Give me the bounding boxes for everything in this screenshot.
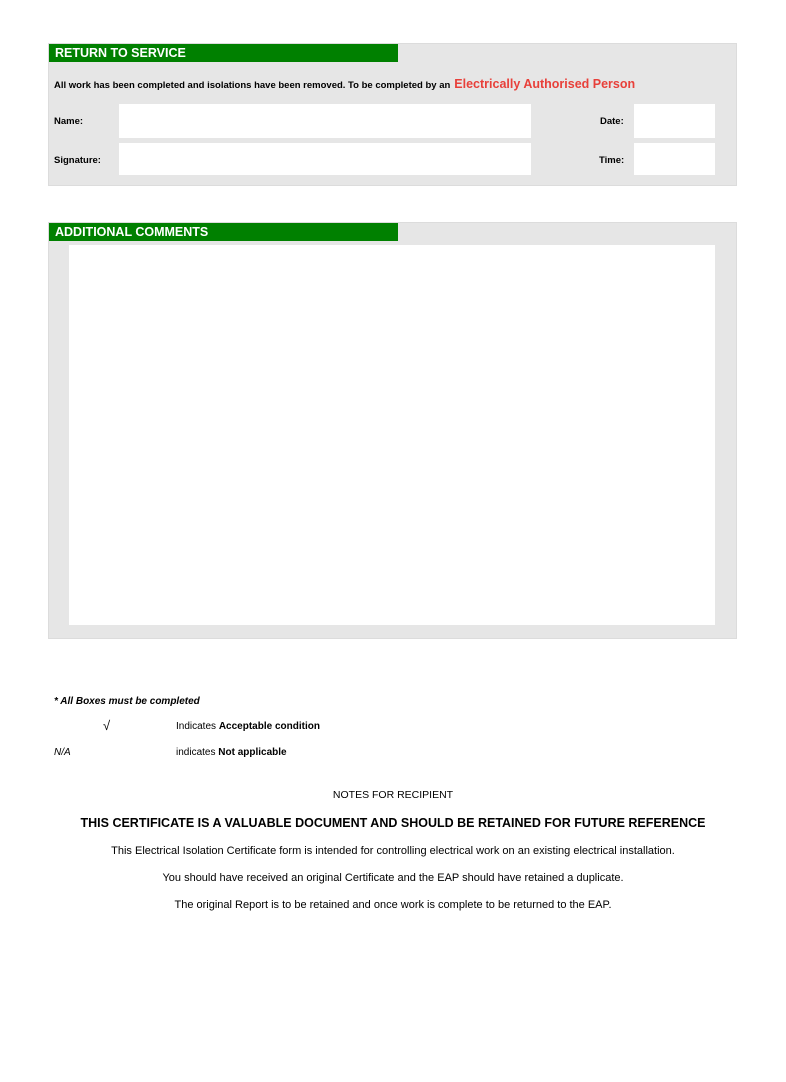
- comments-textarea[interactable]: [69, 245, 715, 625]
- signature-label: Signature:: [54, 155, 101, 166]
- date-field[interactable]: [634, 104, 715, 138]
- all-boxes-note: * All Boxes must be completed: [54, 696, 200, 707]
- description-text: All work has been completed and isolations have been removed. To be completed by an: [54, 80, 451, 91]
- tick-legend: [176, 721, 320, 732]
- additional-comments-header: ADDITIONAL COMMENTS: [49, 223, 398, 241]
- time-field[interactable]: [634, 143, 715, 175]
- na-legend-bold: Not applicable: [218, 747, 287, 758]
- name-field[interactable]: [119, 104, 531, 138]
- date-label: Date:: [600, 116, 624, 127]
- notes-line-1: This Electrical Isolation Certificate form is intended for controlling electrical work on an existing electrical installation.: [111, 845, 675, 857]
- tick-legend-bold: Acceptable condition: [218, 721, 320, 732]
- authorised-person-text: Electrically Authorised Person: [454, 77, 636, 91]
- return-to-service-header: RETURN TO SERVICE: [49, 44, 398, 62]
- notes-heading: NOTES FOR RECIPIENT: [332, 789, 454, 801]
- tick-legend-prefix: Indicates: [176, 721, 217, 732]
- additional-comments-section: [48, 222, 737, 639]
- na-legend: [176, 747, 287, 758]
- na-symbol: N/A: [54, 747, 71, 758]
- notes-line-2: You should have received an original Certificate and the EAP should have retained a duplicate.: [162, 872, 624, 884]
- name-label: Name:: [54, 116, 84, 127]
- time-label: Time:: [599, 155, 625, 166]
- na-legend-prefix: indicates: [176, 747, 216, 758]
- return-to-service-section: [48, 43, 737, 186]
- notes-important: THIS CERTIFICATE IS A VALUABLE DOCUMENT AND SHOULD BE RETAINED FOR FUTURE REFERENCE: [80, 816, 706, 830]
- notes-line-3: The original Report is to be retained and once work is complete to be returned to the EAP.: [174, 899, 612, 911]
- tick-symbol: √: [103, 718, 111, 733]
- signature-field[interactable]: [119, 143, 531, 175]
- return-to-service-description: [54, 77, 635, 91]
